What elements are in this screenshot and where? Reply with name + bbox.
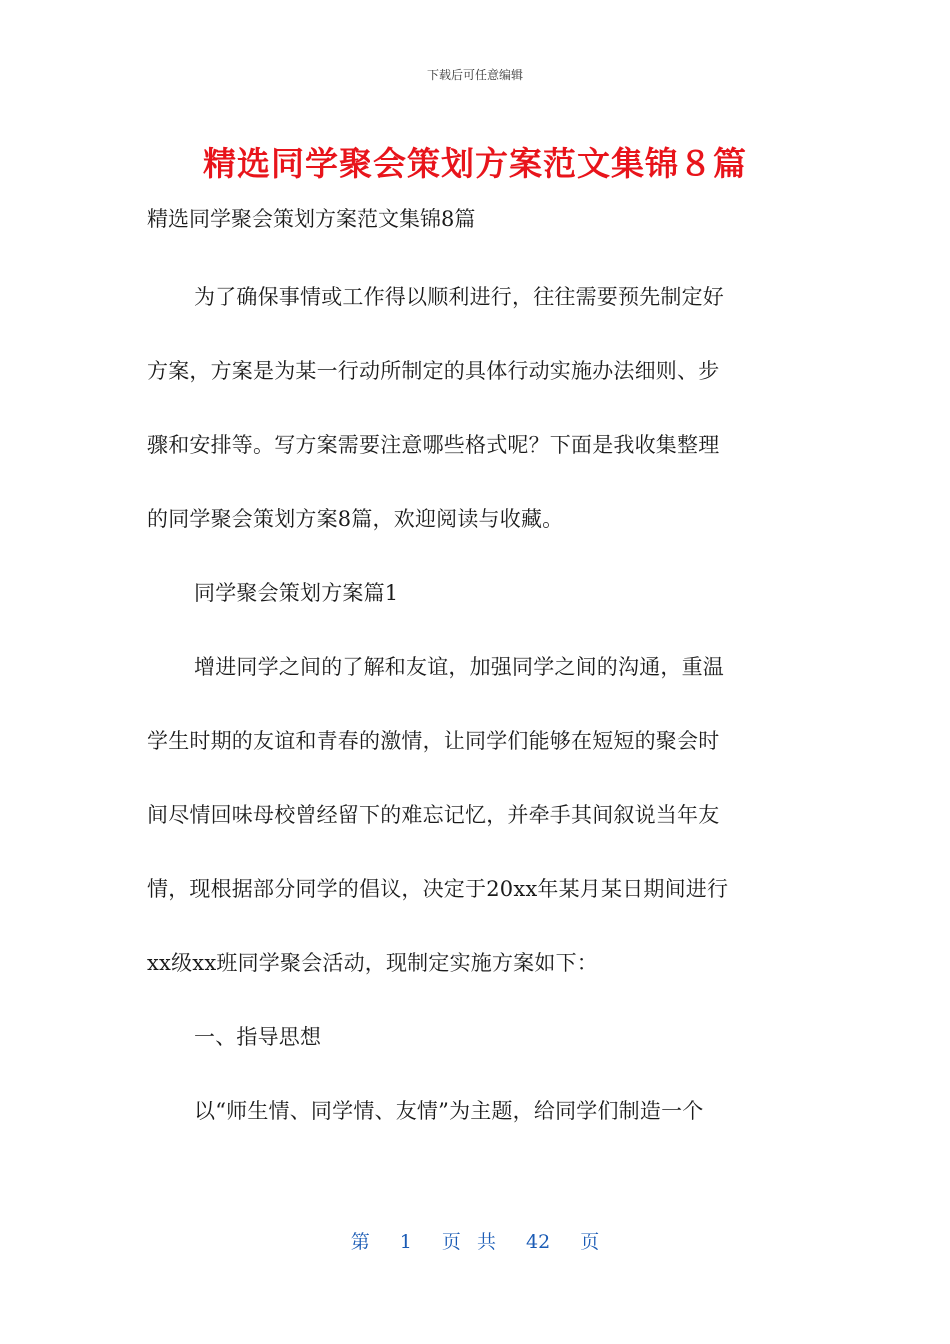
body-line: 学生时期的友谊和青春的激情，让同学们能够在短短的聚会时 bbox=[147, 729, 720, 753]
body-line: 为了确保事情或工作得以顺利进行，往往需要预先制定好 bbox=[194, 285, 724, 309]
body-line: 以“师生情、同学情、友情”为主题，给同学们制造一个 bbox=[194, 1099, 704, 1123]
header-note: 下载后可任意编辑 bbox=[426, 68, 523, 82]
body-line: 骤和安排等。写方案需要注意哪些格式呢？下面是我收集整理 bbox=[147, 433, 720, 457]
footer-current-page: 1 bbox=[399, 1231, 412, 1253]
document-subtitle: 精选同学聚会策划方案范文集锦8篇 bbox=[147, 207, 476, 231]
footer-prefix: 第 bbox=[350, 1231, 370, 1253]
body-line: 情，现根据部分同学的倡议，决定于20xx年某月某日期间进行 bbox=[147, 877, 729, 901]
body-line: 间尽情回味母校曾经留下的难忘记忆，并牵手其间叙说当年友 bbox=[147, 803, 720, 827]
body-line: 的同学聚会策划方案8篇，欢迎阅读与收藏。 bbox=[147, 507, 564, 531]
footer-suffix: 页 bbox=[580, 1231, 600, 1253]
body-line: 方案，方案是为某一行动所制定的具体行动实施办法细则、步 bbox=[147, 359, 720, 383]
section-heading: 同学聚会策划方案篇1 bbox=[194, 581, 399, 605]
footer-total-pages: 42 bbox=[526, 1231, 551, 1253]
body-line: 增进同学之间的了解和友谊，加强同学之间的沟通，重温 bbox=[194, 655, 724, 679]
body-line: xx级xx班同学聚会活动，现制定实施方案如下： bbox=[147, 951, 598, 975]
document-title: 精选同学聚会策划方案范文集锦８篇 bbox=[203, 144, 747, 183]
page-footer bbox=[0, 1227, 950, 1254]
section-heading: 一、指导思想 bbox=[194, 1025, 322, 1049]
footer-middle: 页 共 bbox=[441, 1231, 496, 1253]
